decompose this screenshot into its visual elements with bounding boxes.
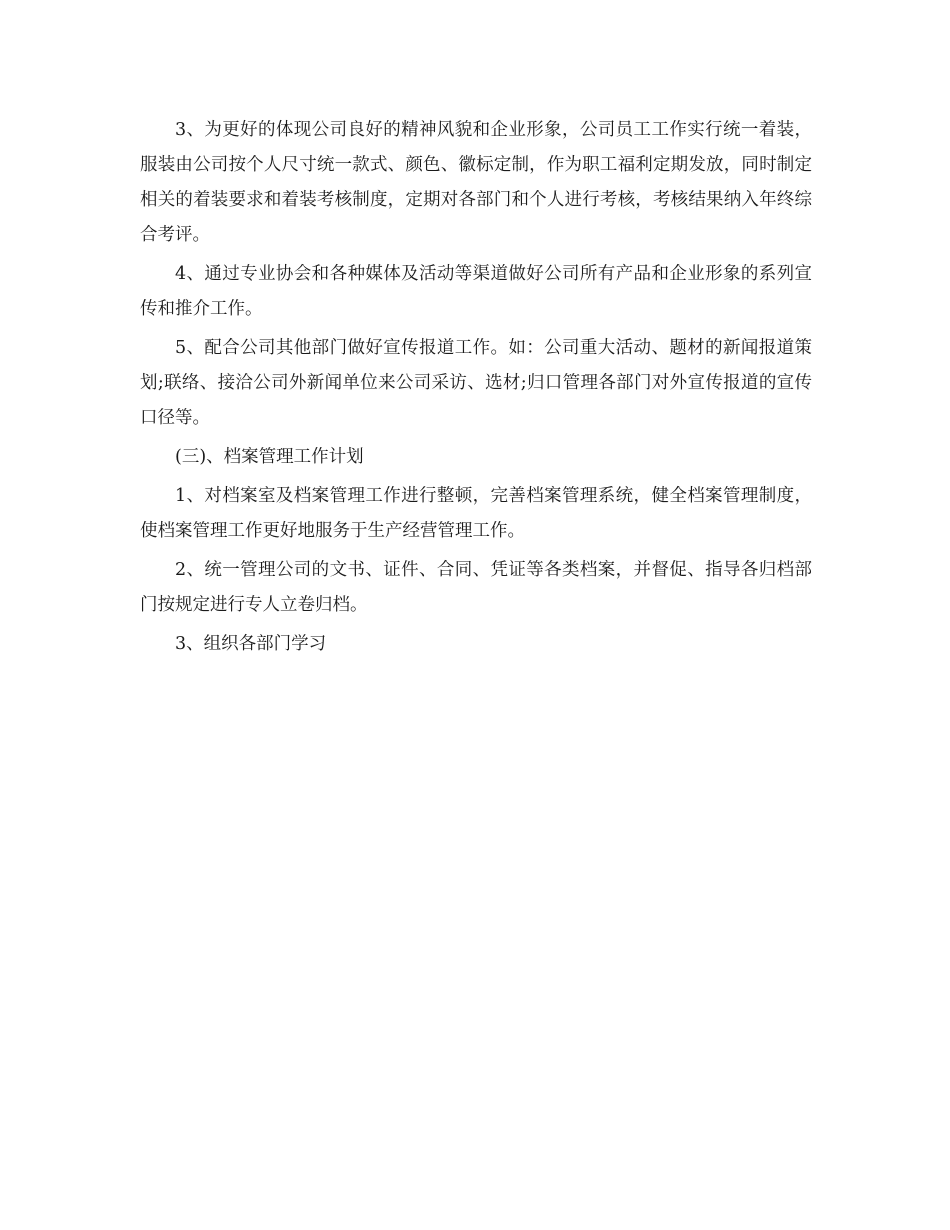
document-body xyxy=(140,113,812,666)
paragraph-uniform-dress: 3、为更好的体现公司良好的精神风貌和企业形象，公司员工工作实行统一着装，服装由公司按个人尺寸统一款式、颜色、徽标定制，作为职工福利定期发放，同时制定相关的着装要求和着装考核制度，定期对各部门和个人进行考核，考核结果纳入年终综合考评。 xyxy=(140,120,812,245)
paragraph-publicity-channels: 4、通过专业协会和各种媒体及活动等渠道做好公司所有产品和企业形象的系列宣传和推介工作。 xyxy=(140,264,812,319)
paragraph-archive-unified-management: 2、统一管理公司的文书、证件、合同、凭证等各类档案，并督促、指导各归档部门按规定进行专人立卷归档。 xyxy=(140,560,812,615)
paragraph-department-study: 3、组织各部门学习 xyxy=(175,634,327,654)
section-heading-archives: (三)、档案管理工作计划 xyxy=(175,447,364,467)
paragraph-archive-reorganization: 1、对档案室及档案管理工作进行整顿，完善档案管理系统，健全档案管理制度，使档案管理工作更好地服务于生产经营管理工作。 xyxy=(140,486,812,541)
paragraph-news-reporting: 5、配合公司其他部门做好宣传报道工作。如：公司重大活动、题材的新闻报道策划;联络、接洽公司外新闻单位来公司采访、选材;归口管理各部门对外宣传报道的宣传口径等。 xyxy=(140,338,812,428)
